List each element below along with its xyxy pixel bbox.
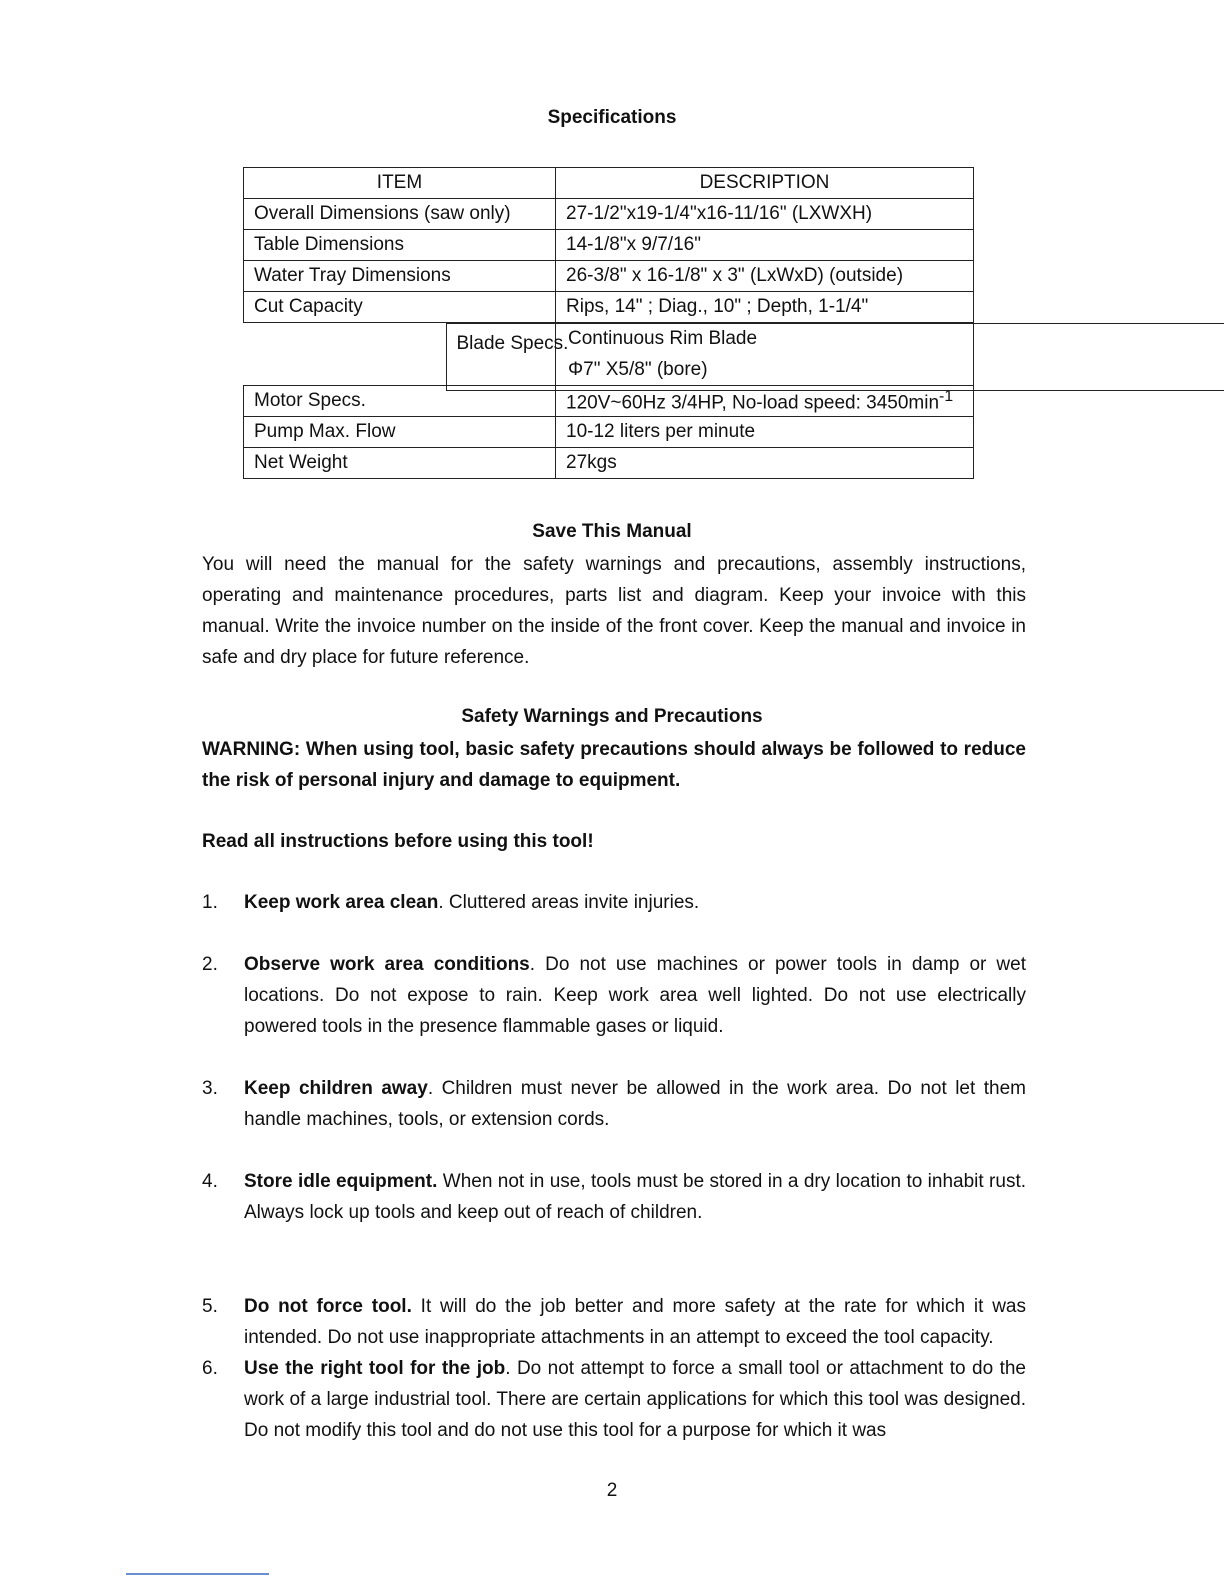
list-number: 5. bbox=[202, 1296, 218, 1317]
spec-item: Motor Specs. bbox=[244, 386, 556, 417]
list-item-lead: Do not force tool. bbox=[244, 1296, 412, 1317]
specifications-table bbox=[243, 167, 974, 479]
superscript: -1 bbox=[939, 387, 954, 405]
spec-description: 14-1/8"x 9/7/16" bbox=[556, 230, 974, 261]
list-item bbox=[202, 1353, 1026, 1446]
table-row bbox=[244, 199, 974, 230]
spec-item: Pump Max. Flow bbox=[244, 417, 556, 448]
spec-item: Water Tray Dimensions bbox=[244, 261, 556, 292]
page-number: 2 bbox=[606, 1480, 618, 1501]
spec-item: Blade Specs. bbox=[446, 323, 1224, 391]
list-number: 6. bbox=[202, 1358, 218, 1379]
table-row bbox=[244, 292, 974, 323]
list-item bbox=[202, 1073, 1026, 1135]
save-manual-heading: Save This Manual bbox=[532, 521, 692, 542]
list-item-text: . Do not attempt to force a small tool or attachment to do the work of a large industrial tool. There are certain applications for which this tool was designed. Do not modify this tool and do not use this tool for a purpose for which it was bbox=[244, 1358, 1026, 1441]
spec-description: 27kgs bbox=[556, 448, 974, 479]
column-header-description: DESCRIPTION bbox=[556, 168, 974, 199]
list-item bbox=[202, 887, 1026, 918]
spec-description: 26-3/8" x 16-1/8" x 3" (LxWxD) (outside) bbox=[556, 261, 974, 292]
spec-item: Net Weight bbox=[244, 448, 556, 479]
footer-rule bbox=[126, 1573, 269, 1575]
spec-item: Table Dimensions bbox=[244, 230, 556, 261]
spec-description-text: 120V~60Hz 3/4HP, No-load speed: 3450min bbox=[566, 392, 940, 414]
list-item-lead: Use the right tool for the job bbox=[244, 1358, 506, 1379]
spec-description: 10-12 liters per minute bbox=[556, 417, 974, 448]
spec-description-line: Continuous Rim Blade bbox=[568, 328, 758, 349]
table-row bbox=[244, 448, 974, 479]
list-number: 2. bbox=[202, 954, 218, 975]
safety-heading: Safety Warnings and Precautions bbox=[461, 706, 763, 727]
table-header-row bbox=[244, 168, 974, 199]
table-row bbox=[244, 230, 974, 261]
spec-description-line: Φ7" X5/8" (bore) bbox=[568, 359, 708, 380]
spec-description: Rips, 14" ; Diag., 10" ; Depth, 1-1/4" bbox=[556, 292, 974, 323]
list-item bbox=[202, 949, 1026, 1042]
list-item-text: When not in use, tools must be stored in a dry location to inhabit rust. Always lock up tools and keep out of reach of children. bbox=[244, 1171, 1026, 1223]
list-item-lead: Store idle equipment. bbox=[244, 1171, 438, 1192]
list-number: 3. bbox=[202, 1078, 218, 1099]
table-row bbox=[244, 323, 974, 386]
list-item-lead: Keep children away bbox=[244, 1078, 428, 1099]
list-number: 1. bbox=[202, 892, 218, 913]
list-number: 4. bbox=[202, 1171, 218, 1192]
list-item-text: It will do the job better and more safety at the rate for which it was intended. Do not use inappropriate attachments in an attempt to exceed the tool capacity. bbox=[244, 1296, 1026, 1348]
save-manual-paragraph: You will need the manual for the safety warnings and precautions, assembly instructions, operating and maintenance procedures, parts list and diagram. Keep your invoice with this manual. Write the invoice number on the inside of the front cover. Keep the manual and invoice in safe and dry place for future reference. bbox=[202, 554, 1026, 668]
warning-paragraph: WARNING: When using tool, basic safety precautions should always be followed to reduce the risk of personal injury and damage to equipment. bbox=[202, 739, 1026, 791]
table-row bbox=[244, 417, 974, 448]
list-item-text: . Children must never be allowed in the work area. Do not let them handle machines, tools, or extension cords. bbox=[244, 1078, 1026, 1130]
read-instructions-note: Read all instructions before using this tool! bbox=[202, 831, 594, 852]
spec-description: 27-1/2"x19-1/4"x16-11/16" (LXWXH) bbox=[556, 199, 974, 230]
list-item bbox=[202, 1166, 1026, 1228]
specifications-heading: Specifications bbox=[547, 107, 677, 128]
spec-item: Cut Capacity bbox=[244, 292, 556, 323]
list-item-lead: Observe work area conditions bbox=[244, 954, 530, 975]
list-item-lead: Keep work area clean bbox=[244, 892, 439, 913]
list-item-text: . Cluttered areas invite injuries. bbox=[438, 892, 700, 913]
column-header-item: ITEM bbox=[244, 168, 556, 199]
list-item bbox=[202, 1291, 1026, 1353]
table-row bbox=[244, 261, 974, 292]
spec-item: Overall Dimensions (saw only) bbox=[244, 199, 556, 230]
list-item-text: . Do not use machines or power tools in damp or wet locations. Do not expose to rain. Keep work area well lighted. Do not use electrically powered tools in the presence flammable gases or liquid. bbox=[244, 954, 1026, 1037]
